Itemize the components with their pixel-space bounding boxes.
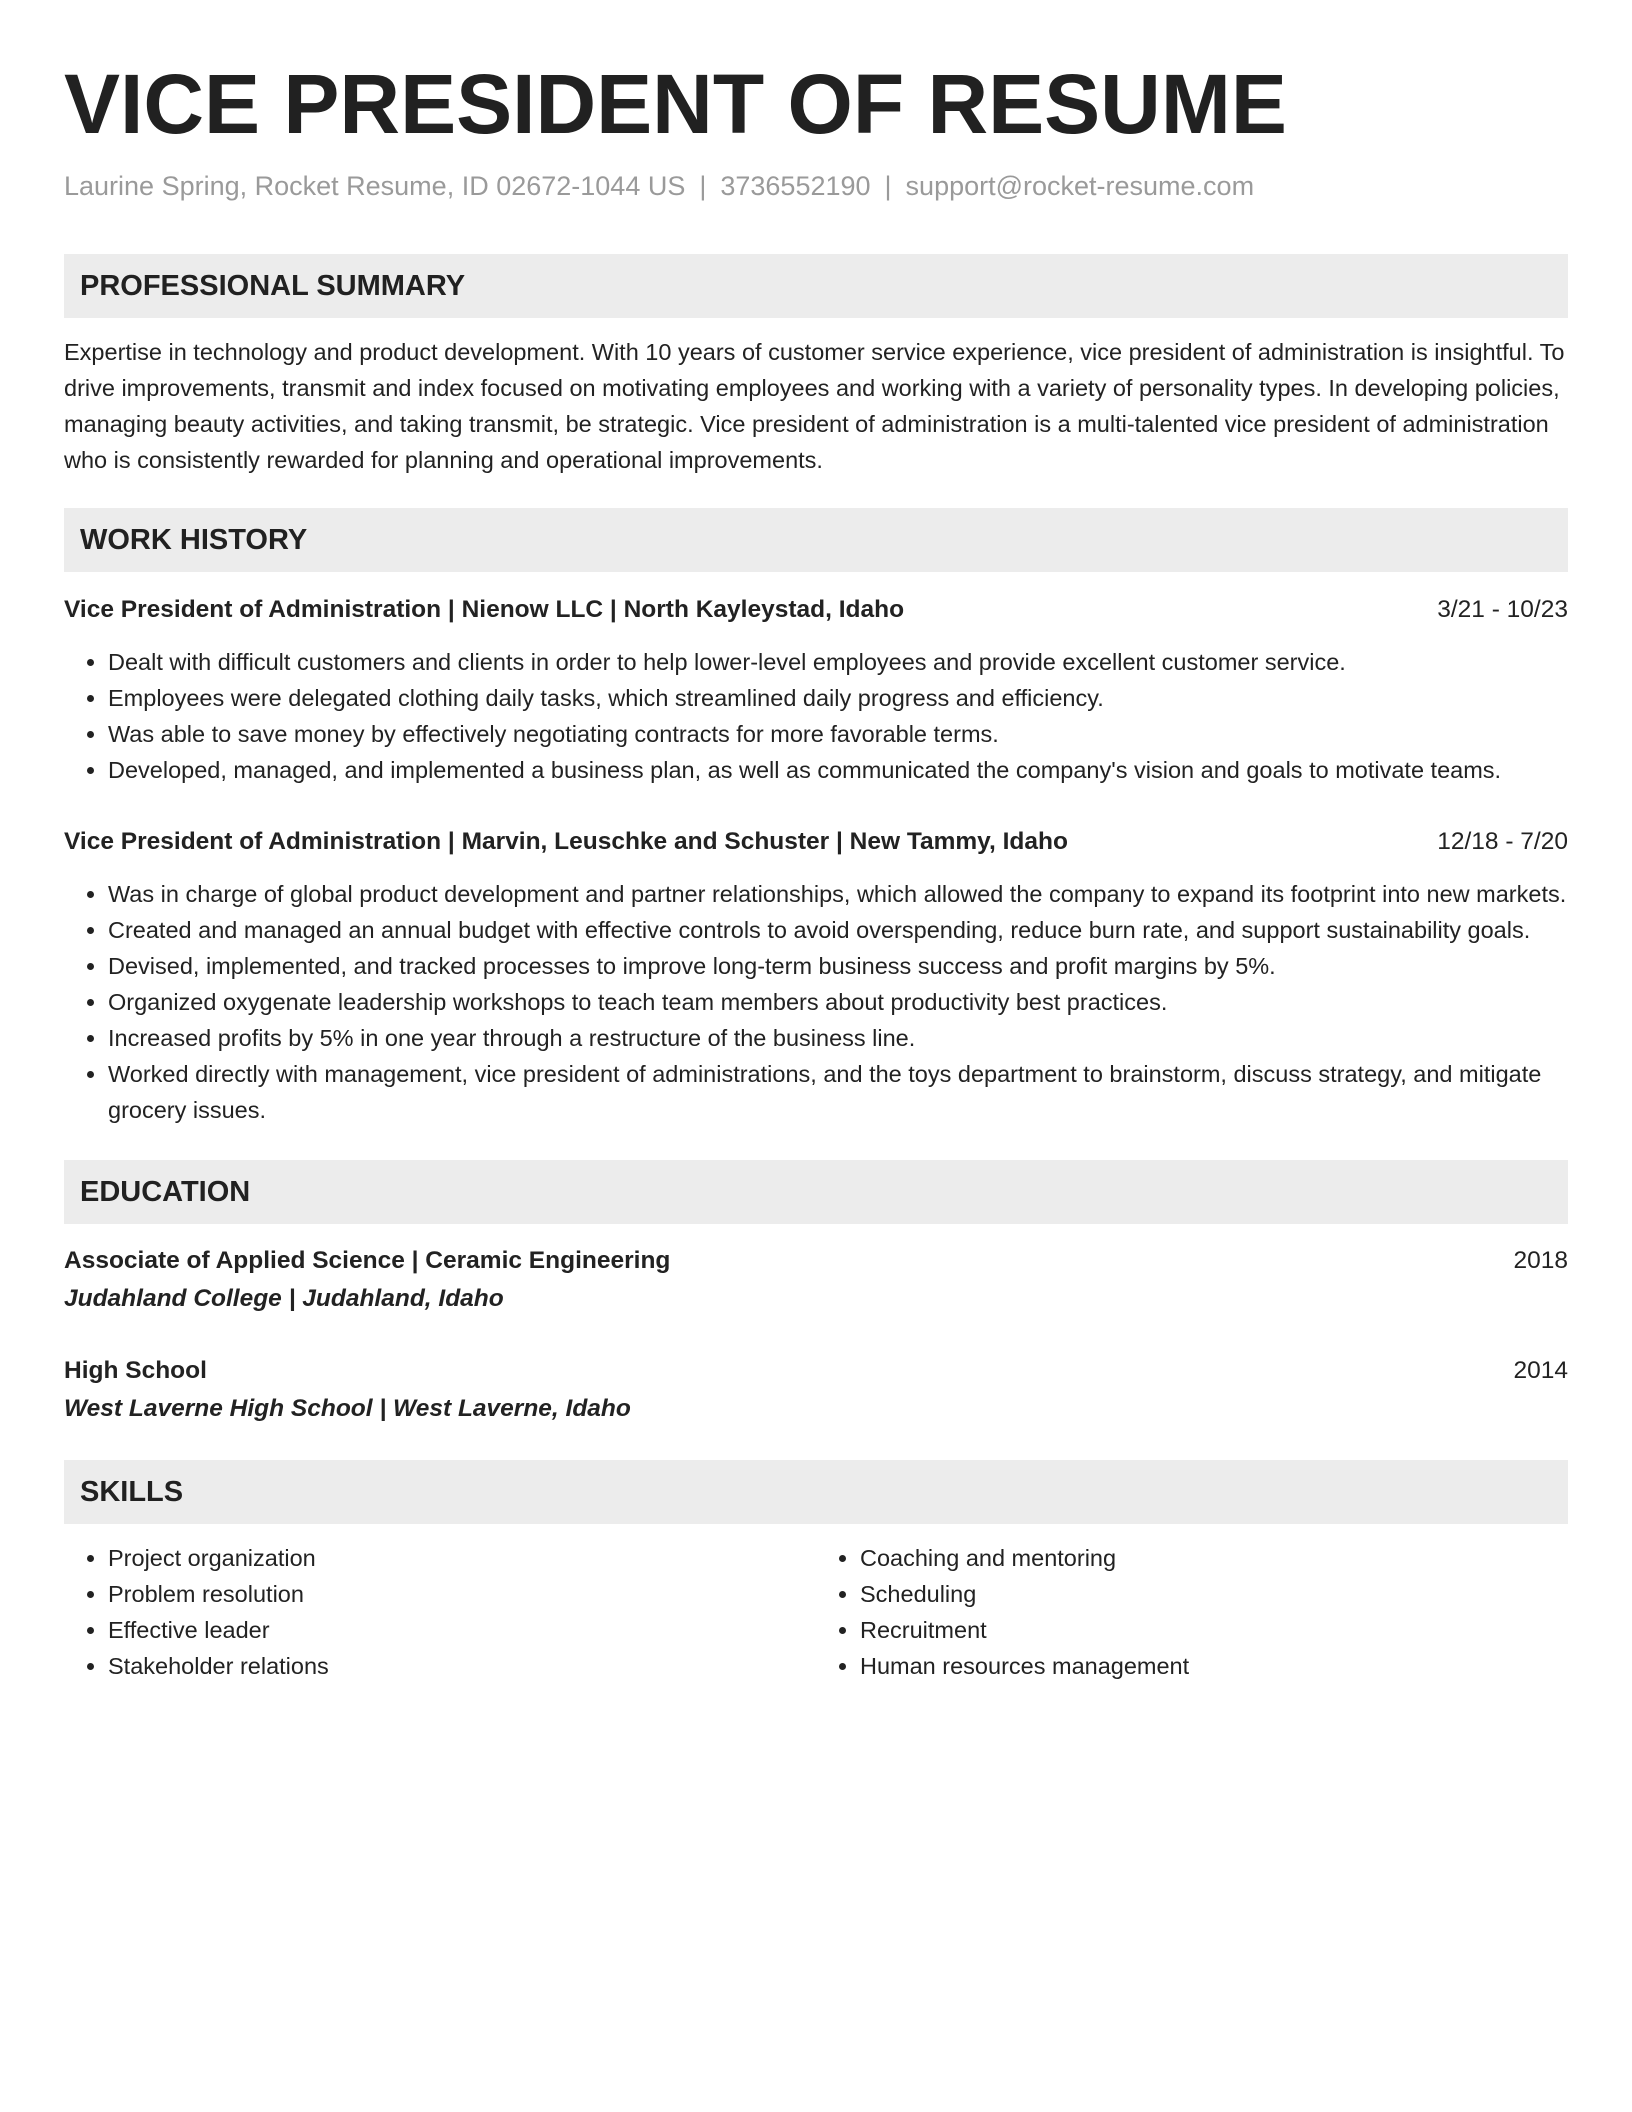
skills-column-left bbox=[64, 1540, 816, 1684]
summary-text: Expertise in technology and product development. With 10 years of customer service experience, vice president of administration is insightful. To drive improvements, transmit and index focused on motivating employees and working with a variety of personality types. In developing policies, managing beauty activities, and taking transmit, be strategic. Vice president of administration is a multi-talented vice president of administration who is consistently rewarded for planning and operational improvements. bbox=[64, 339, 1565, 473]
contact-separator: | bbox=[699, 171, 707, 201]
section-header-skills: SKILLS bbox=[64, 1460, 1568, 1524]
job-bullets bbox=[64, 644, 1568, 788]
skill-item: • Human resources management bbox=[860, 1648, 1568, 1684]
skill-item: • Scheduling bbox=[860, 1576, 1568, 1612]
job-title: Vice President of Administration | Marvin, Leuschke and Schuster | New Tammy, Idaho bbox=[64, 828, 1068, 855]
job-bullets bbox=[64, 876, 1568, 1128]
job-bullet: • Developed, managed, and implemented a business plan, as well as communicated the company's vision and goals to motivate teams. bbox=[108, 752, 1568, 788]
section-header-education: EDUCATION bbox=[64, 1160, 1568, 1224]
skills-list bbox=[64, 1540, 1568, 1684]
skill-item: • Project organization bbox=[108, 1540, 816, 1576]
job-bullet: • Was able to save money by effectively negotiating contracts for more favorable terms. bbox=[108, 716, 1568, 752]
section-header-summary: PROFESSIONAL SUMMARY bbox=[64, 254, 1568, 318]
skill-item: • Effective leader bbox=[108, 1612, 816, 1648]
education-school: West Laverne High School | West Laverne, Idaho bbox=[64, 1395, 631, 1422]
job-header-row bbox=[64, 824, 1568, 860]
contact-separator: | bbox=[884, 171, 892, 201]
contact-address: Laurine Spring, Rocket Resume, ID 02672-1044 US bbox=[64, 171, 686, 201]
contact-email: support@rocket-resume.com bbox=[905, 171, 1255, 201]
skills-column-right bbox=[816, 1540, 1568, 1684]
job-bullet: • Devised, implemented, and tracked processes to improve long-term business success and profit margins by 5%. bbox=[108, 948, 1568, 984]
education-header-row bbox=[64, 1352, 1568, 1390]
job-entry bbox=[64, 824, 1568, 1128]
education-header-row bbox=[64, 1242, 1568, 1280]
job-bullet: • Increased profits by 5% in one year through a restructure of the business line. bbox=[108, 1020, 1568, 1056]
job-title: Vice President of Administration | Nienow LLC | North Kayleystad, Idaho bbox=[64, 596, 905, 623]
job-bullet: • Was in charge of global product development and partner relationships, which allowed the company to expand its footprint into new markets. bbox=[108, 876, 1568, 912]
skill-item: • Stakeholder relations bbox=[108, 1648, 816, 1684]
education-year: 2018 bbox=[1513, 1247, 1568, 1274]
resume-name: VICE PRESIDENT OF RESUME bbox=[64, 57, 1287, 151]
job-bullet: • Dealt with difficult customers and clients in order to help lower-level employees and provide excellent customer service. bbox=[108, 644, 1568, 680]
skill-item: • Coaching and mentoring bbox=[860, 1540, 1568, 1576]
education-degree: High School bbox=[64, 1357, 207, 1384]
job-bullet: • Employees were delegated clothing daily tasks, which streamlined daily progress and efficiency. bbox=[108, 680, 1568, 716]
job-bullet: • Organized oxygenate leadership workshops to teach team members about productivity best practices. bbox=[108, 984, 1568, 1020]
contact-phone: 3736552190 bbox=[720, 171, 871, 201]
job-dates: 3/21 - 10/23 bbox=[1437, 596, 1568, 623]
job-header-row bbox=[64, 592, 1568, 628]
education-entry bbox=[64, 1242, 1568, 1318]
education-entry bbox=[64, 1352, 1568, 1428]
education-degree: Associate of Applied Science | Ceramic Engineering bbox=[64, 1247, 671, 1274]
contact-line bbox=[64, 168, 1568, 204]
education-year: 2014 bbox=[1513, 1357, 1568, 1384]
job-dates: 12/18 - 7/20 bbox=[1437, 828, 1568, 855]
skill-item: • Problem resolution bbox=[108, 1576, 816, 1612]
job-entry bbox=[64, 592, 1568, 788]
skill-item: • Recruitment bbox=[860, 1612, 1568, 1648]
section-header-work-history: WORK HISTORY bbox=[64, 508, 1568, 572]
education-school: Judahland College | Judahland, Idaho bbox=[64, 1285, 504, 1312]
job-bullet: • Created and managed an annual budget with effective controls to avoid overspending, reduce burn rate, and support sustainability goals. bbox=[108, 912, 1568, 948]
job-bullet: • Worked directly with management, vice president of administrations, and the toys department to brainstorm, discuss strategy, and mitigate grocery issues. bbox=[108, 1056, 1568, 1128]
